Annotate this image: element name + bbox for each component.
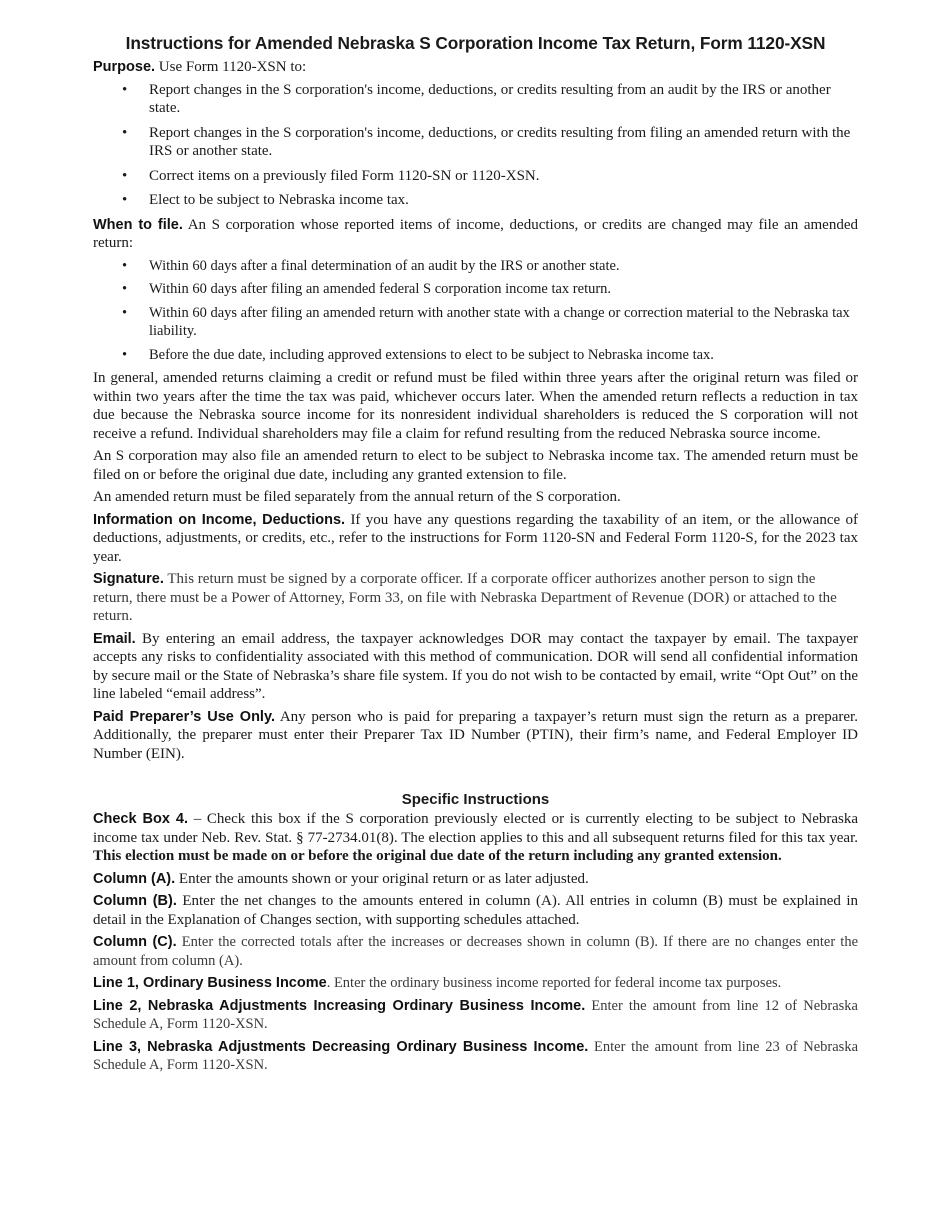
preparer-text: Any person who is paid for preparing a taxpayer’s return must sign the return as a preparer. Additionally, the preparer must enter their Preparer Tax ID Number (PTIN), their firm’s name, and Federal Employer ID Number (EIN). — [93, 708, 858, 762]
purpose-paragraph — [93, 58, 858, 77]
column-c-text: Enter the corrected totals after the increases or decreases shown in column (B). If there are no changes enter the amount from column (A). — [93, 934, 859, 969]
column-b-heading: Column (B). — [93, 893, 177, 909]
when-to-file-paragraph — [93, 216, 858, 253]
purpose-list — [93, 81, 858, 210]
column-b-paragraph — [93, 892, 858, 929]
list-item: • Correct items on a previously filed Form 1120-SN or 1120-XSN. — [122, 167, 540, 184]
list-item: • Elect to be subject to Nebraska income tax. — [122, 192, 409, 208]
line-1-text: . Enter the ordinary business income reported for federal income tax purposes. — [326, 975, 782, 991]
line-2-paragraph — [93, 997, 858, 1034]
when-to-file-text: An S corporation whose reported items of income, deductions, or credits are changed may file an amended return: — [93, 216, 858, 251]
when-to-file-list — [93, 257, 858, 365]
column-a-paragraph — [93, 870, 858, 889]
specific-instructions-heading: Specific Instructions — [401, 791, 550, 808]
signature-text: This return must be signed by a corporate officer. If a corporate officer authorizes another person to sign the return, there must be a Power of Attorney, Form 33, on file with Nebraska Department of Revenue (DOR) or attached to the return. — [93, 571, 837, 624]
list-item: • Within 60 days after filing an amended return with another state with a change or correction material to the Nebraska tax liability. — [122, 304, 850, 339]
column-b-text: Enter the net changes to the amounts entered in column (A). All entries in column (B) must be explained in detail in the Explanation of Changes section, with supporting schedules attached. — [93, 893, 859, 928]
preparer-heading: Paid Preparer’s Use Only. — [93, 708, 275, 725]
check-box-4-bold-text: This election must be made on or before the original due date of the return including any granted extension. — [93, 848, 782, 864]
bullet-icon: • — [122, 304, 128, 321]
when-to-file-heading: When to file. — [93, 216, 183, 233]
column-a-heading: Column (A). — [93, 870, 176, 887]
line-3-heading: Line 3, Nebraska Adjustments Decreasing Ordinary Business Income. — [93, 1038, 589, 1055]
line-1-heading: Line 1, Ordinary Business Income — [93, 975, 327, 991]
election-paragraph: An S corporation may also file an amended return to elect to be subject to Nebraska income tax. The amended return must be filed on or before the original due date, including any granted extension to file. — [93, 448, 858, 483]
bullet-icon: • — [122, 346, 128, 363]
purpose-text: Use Form 1120-XSN to: — [158, 59, 307, 75]
email-text: By entering an email address, the taxpayer acknowledges DOR may contact the taxpayer by email. The taxpayer accepts any risks to confidentiality associated with this method of communication. DOR will send all confidential information by secure mail or the State of Nebraska’s share file system. If you do not wish to be contacted by email, write “Opt Out” on the line labeled “email address”. — [93, 630, 858, 702]
bullet-icon: • — [122, 167, 128, 184]
check-box-4-text: – Check this box if the S corporation previously elected or is currently electing to be subject to Nebraska income tax under Neb. Rev. Stat. § 77-2734.01(8). The election applies to this and all subsequent returns filed for this tax year. — [93, 811, 858, 846]
signature-paragraph — [93, 570, 858, 626]
information-paragraph — [93, 511, 858, 567]
list-item: • Before the due date, including approved extensions to elect to be subject to Nebraska income tax. — [122, 346, 714, 363]
line-2-heading: Line 2, Nebraska Adjustments Increasing Ordinary Business Income. — [93, 997, 586, 1014]
line-2-text: Enter the amount from line 12 of Nebraska Schedule A, Form 1120-XSN. — [93, 997, 858, 1032]
bullet-icon: • — [122, 81, 128, 98]
refund-paragraph: In general, amended returns claiming a credit or refund must be filed within three years after the original return was filed or within two years after the time the tax was paid, whichever occurs later. When the amended return reflects a reduction in tax due because the Nebraska source income for its nonresident individual shareholders is reduced the S corporation will not receive a refund. Individual shareholders may file a claim for refund resulting from the reduced Nebraska source income. — [93, 370, 858, 442]
email-paragraph — [93, 630, 858, 704]
bullet-icon: • — [122, 281, 128, 297]
list-item: • Within 60 days after a final determination of an audit by the IRS or another state. — [122, 257, 620, 274]
check-box-4-paragraph — [93, 810, 858, 866]
column-a-text: Enter the amounts shown or your original return or as later adjusted. — [178, 870, 589, 887]
page-title: Instructions for Amended Nebraska S Corporation Income Tax Return, Form 1120-XSN — [125, 33, 826, 53]
purpose-heading: Purpose. — [93, 59, 156, 75]
column-c-heading: Column (C). — [93, 934, 177, 950]
signature-heading: Signature. — [93, 571, 164, 587]
list-item: • Within 60 days after filing an amended federal S corporation income tax return. — [122, 281, 612, 297]
preparer-paragraph — [93, 708, 858, 764]
information-heading: Information on Income, Deductions. — [93, 511, 346, 528]
information-text: If you have any questions regarding the taxability of an item, or the allowance of deductions, adjustments, or credits, etc., refer to the instructions for Form 1120-SN and Federal Form 1120-S, for the 2023 tax year. — [93, 511, 858, 565]
bullet-icon: • — [122, 192, 128, 208]
line-3-paragraph — [93, 1038, 858, 1075]
email-heading: Email. — [93, 630, 136, 647]
line-3-text: Enter the amount from line 23 of Nebraska Schedule A, Form 1120-XSN. — [93, 1038, 859, 1073]
separate-return-paragraph: An amended return must be filed separately from the annual return of the S corporation. — [93, 489, 621, 505]
check-box-4-heading: Check Box 4. — [93, 811, 188, 827]
column-c-paragraph — [93, 933, 858, 970]
list-item: • Report changes in the S corporation's income, deductions, or credits resulting from an audit by the IRS or another state. — [122, 81, 831, 116]
list-item: • Report changes in the S corporation's income, deductions, or credits resulting from filing an amended return with the IRS or another state. — [122, 124, 851, 159]
bullet-icon: • — [122, 257, 128, 274]
bullet-icon: • — [122, 124, 128, 141]
line-1-paragraph — [93, 974, 858, 993]
